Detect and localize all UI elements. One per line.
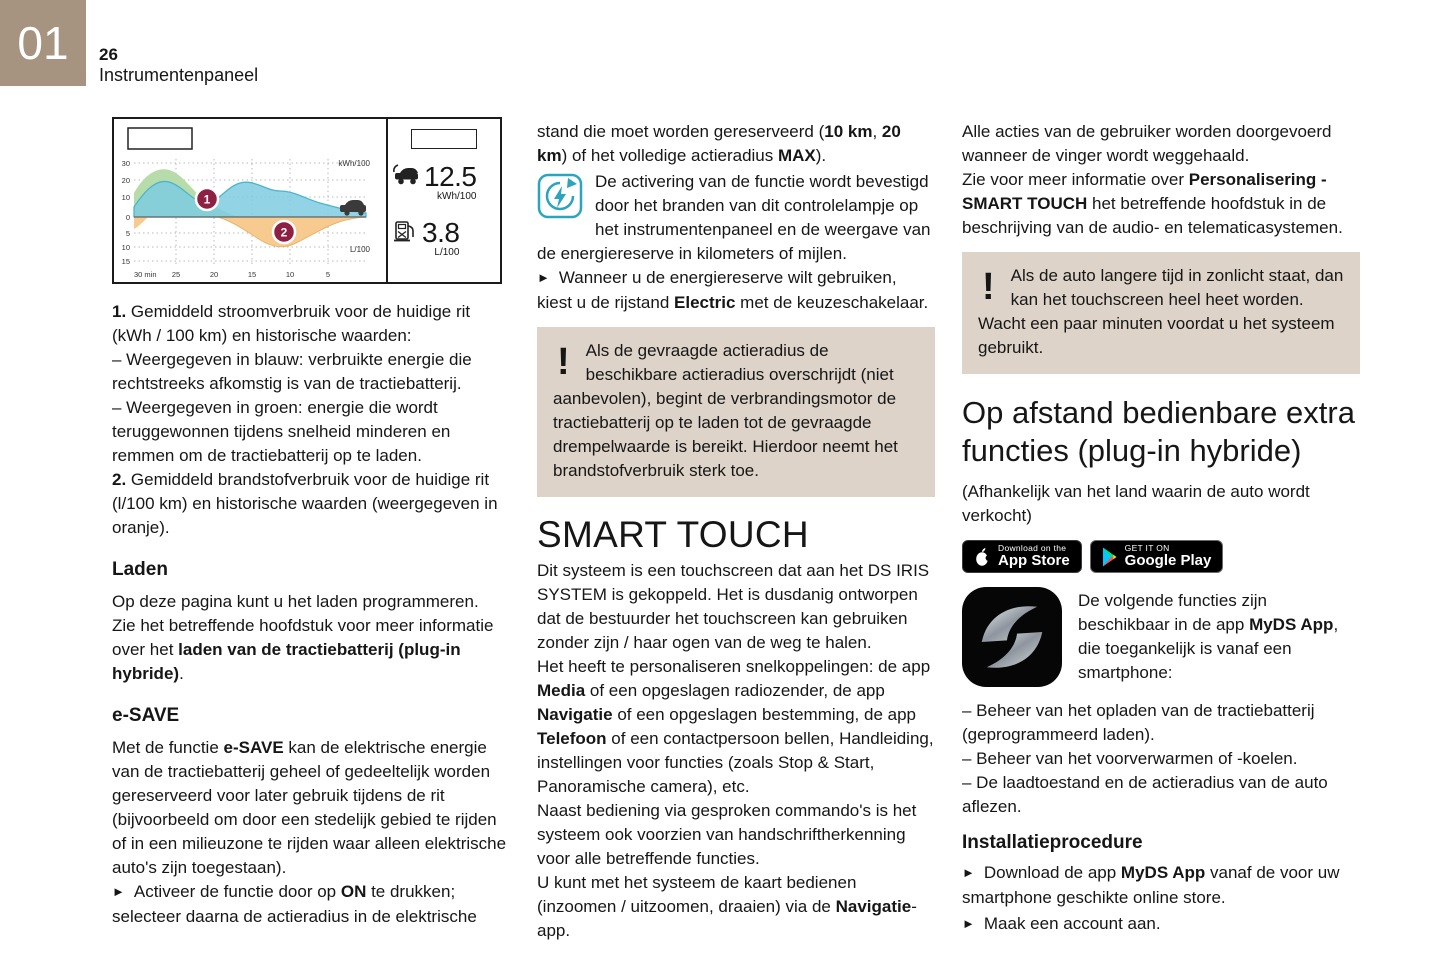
country-note: (Afhankelijk van het land waarin de auto wordt verkocht) (962, 482, 1310, 525)
chapter-number: 01 (17, 17, 69, 69)
svg-text:15: 15 (247, 270, 257, 279)
touch-paragraph-1: Alle acties van de gebruiker worden doorgevoerd wanneer de vinger wordt weggehaald. (962, 122, 1332, 165)
install-step-1: ► Download de app MyDS App vanaf de voor uw smartphone geschikte online store. (962, 863, 1340, 907)
smart-paragraph-1: Dit systeem is een touchscreen dat aan het DS IRIS SYSTEM is gekoppeld. Het is dusdanig ontworpen dat de bestuurder het touchscreen kan gebruiken zonder zijn / haar ogen van de weg te halen. (537, 561, 930, 652)
smart-paragraph-4: U kunt met het systeem de kaart bedienen (inzoomen / uitzoomen, draaien) via de Navigatie-app. (537, 873, 917, 940)
svg-text:0: 0 (125, 213, 130, 222)
smart-paragraph-2: Het heeft te personaliseren snelkoppelingen: de app Media of een opgeslagen radiozender, de app Navigatie of een opgeslagen bestemming, de app Telefoon of een contactpersoon bellen, Handleiding, instellingen voor functies (zoals Stop & Start, Panoramische camera), etc. (537, 657, 934, 796)
legend-item-1: 1. Gemiddeld stroomverbruik voor de huidige rit (kWh / 100 km) en historische waarden: (112, 302, 471, 345)
consumption-chart-svg (114, 119, 386, 282)
smart-paragraph-3: Naast bediening via gesproken commando's is het systeem ook voorzien van handschriftherkenning voor alle betreffende functies. (537, 801, 917, 868)
touch-paragraph-2: Zie voor meer informatie over Personalisering - SMART TOUCH het betreffende hoofdstuk in de beschrijving van de audio- en telematicasystemen. (962, 170, 1343, 237)
svg-text:20: 20 (209, 270, 219, 279)
legend-item-2: 2. Gemiddeld brandstofverbruik voor de huidige rit (l/100 km) en historische waarden (weergegeven in oranje). (112, 470, 498, 537)
column-left (112, 112, 510, 929)
page-number: 26 (99, 45, 118, 64)
svg-text:15: 15 (121, 257, 130, 266)
action-triangle-icon: ► (962, 865, 975, 880)
svg-text:20: 20 (121, 176, 130, 185)
warning-box-consumption: ! Als de gevraagde actieradius de beschikbare actieradius overschrijdt (niet aanbevolen), begint de verbrandingsmotor de tractiebatterij op te laden tot de gevraagde drempelwaarde is bereikt. Hierdoor neemt het brandstofverbruik sterk toe. (537, 327, 935, 497)
install-procedure (962, 831, 1360, 937)
electric-mode-action: ► Wanneer u de energiereserve wilt gebruiken, kiest u de rijstand Electric met de keuzeschakelaar. (537, 268, 929, 312)
reserve-paragraph: stand die moet worden gereserveerd (10 km, 20 km) of het volledige actieradius MAX). (537, 122, 901, 165)
feature-item-preheat: – Beheer van het voorverwarmen of -koelen. (962, 749, 1298, 768)
warning-exclamation-icon: ! (982, 266, 995, 308)
svg-text:25: 25 (171, 270, 181, 279)
column-middle (537, 112, 935, 943)
heading-smart-touch: SMART TOUCH (537, 514, 809, 555)
fuel-consumption-unit: L/100 (434, 247, 460, 258)
chapter-tab (0, 0, 86, 86)
battery-energy-area (134, 181, 366, 217)
laden-paragraph-2: Zie het betreffende hoofdstuk voor meer informatie over het laden van de tractiebatterij (plug-in hybride). (112, 616, 494, 683)
heading-install: Installatieprocedure (962, 832, 1143, 853)
section-title: Instrumentenpaneel (99, 65, 259, 85)
heading-esave: e-SAVE (112, 705, 180, 726)
action-triangle-icon: ► (962, 916, 975, 931)
electric-consumption-readout (393, 163, 477, 203)
feature-item-status: – De laadtoestand en de actieradius van de auto aflezen. (962, 773, 1328, 816)
esave-action: ► Activeer de functie door op ON te drukken; selecteer daarna de actieradius in de elektrische (112, 882, 477, 926)
esave-paragraph: Met de functie e-SAVE kan de elektrische energie van de tractiebatterij geheel of gedeeltelijk worden gereserveerd voor later gebruik tijdens de rit (bijvoorbeeld om door een stedelijk gebied te rijden of in een milieuzone te rijden waar alleen elektrische auto's zijn toegestaan). (112, 738, 507, 877)
y-axis-labels (122, 159, 130, 266)
charging-car-icon (393, 163, 419, 187)
svg-text:1: 1 (203, 192, 211, 207)
svg-text:5: 5 (325, 270, 331, 279)
google-play-badge (1090, 540, 1224, 573)
marker-1 (196, 188, 218, 210)
svg-text:10: 10 (121, 243, 130, 252)
app-store-line2: App Store (998, 552, 1070, 569)
svg-text:10: 10 (285, 270, 295, 279)
consumption-chart (114, 119, 388, 282)
consumption-readouts (388, 119, 500, 282)
fuel-consumption-readout (393, 219, 459, 259)
svg-text:30: 30 (121, 159, 130, 168)
column-right (962, 112, 1360, 937)
store-badges (962, 540, 1360, 573)
feature-item-charging: – Beheer van het opladen van de tractiebatterij (geprogrammeerd laden). (962, 701, 1315, 744)
lamp-paragraph: De activering van de functie wordt bevestigd door het branden van dit controlelampje op het instrumentenpaneel en de weergave van de energiereserve in kilometers of mijlen. (537, 172, 931, 263)
svg-text:5: 5 (125, 229, 130, 238)
warning-box-heat: ! Als de auto langere tijd in zonlicht staat, dan kan het touchscreen heel heet worden. Wacht een paar minuten voordat u het systeem gebruikt. (962, 252, 1360, 374)
svg-text:30 min: 30 min (134, 270, 157, 279)
google-play-line1: GET IT ON (1124, 543, 1170, 553)
fuel-area-left (134, 217, 148, 229)
legend-item-1-green: – Weergegeven in groen: energie die wordt teruggewonnen tijdens snelheid minderen en remmen om de tractiebatterij op te laden. (112, 398, 451, 465)
google-play-icon (1102, 547, 1118, 567)
heading-remote-functions: Op afstand bedienbare extra functies (plug-in hybride) (962, 395, 1355, 468)
app-store-line1: Download on the (998, 543, 1067, 553)
panel-button (411, 129, 477, 149)
ds-logo (962, 587, 1062, 687)
action-triangle-icon: ► (112, 884, 125, 899)
unit-top-label: kWh/100 (338, 159, 370, 168)
marker-2 (273, 221, 295, 243)
google-play-line2: Google Play (1124, 552, 1212, 569)
action-triangle-icon: ► (537, 270, 550, 285)
chart-tab-button (128, 128, 192, 149)
heading-laden: Laden (112, 559, 168, 580)
unit-bottom-label: L/100 (349, 245, 370, 254)
svg-text:2: 2 (280, 225, 288, 240)
install-step-2: ► Maak een account aan. (962, 914, 1161, 933)
myds-app-row (962, 587, 1360, 687)
legend-item-1-blue: – Weergegeven in blauw: verbruikte energie die rechtstreeks afkomstig is van de tractiebatterij. (112, 350, 472, 393)
electric-consumption-value: 12.5 (424, 161, 477, 192)
electric-consumption-unit: kWh/100 (437, 191, 477, 202)
svg-text:10: 10 (121, 193, 130, 202)
esave-indicator-lamp-icon (537, 173, 583, 226)
warning-exclamation-icon: ! (557, 341, 570, 383)
app-store-badge (962, 540, 1082, 573)
x-axis-labels (134, 270, 330, 279)
myds-app-paragraph: De volgende functies zijn beschikbaar in de app MyDS App, die toegankelijk is vanaf een smartphone: (1078, 591, 1339, 682)
fuel-pump-icon (393, 219, 417, 243)
instrument-panel-figure (112, 117, 502, 284)
laden-paragraph-1: Op deze pagina kunt u het laden programmeren. (112, 592, 479, 611)
apple-icon (974, 547, 991, 567)
fuel-consumption-value: 3.8 (422, 217, 460, 248)
